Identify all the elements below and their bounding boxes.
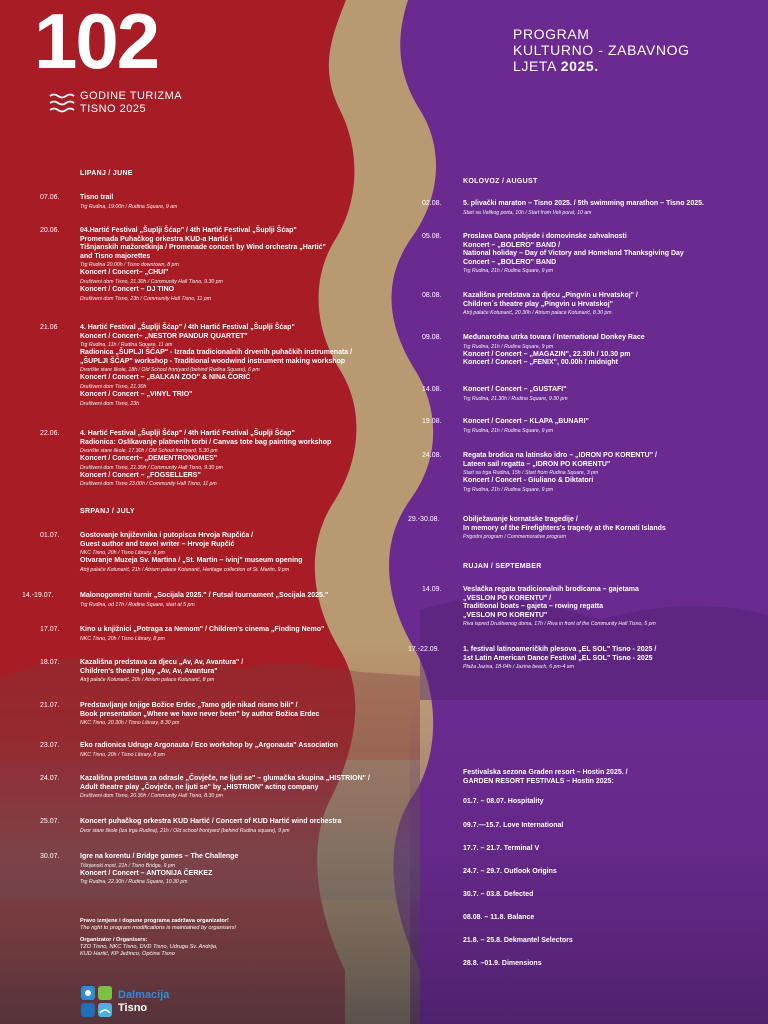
organisers-line1: TZO Tisno, NKC Tisno, DVD Tisno, Udruga Sv. Andrija, bbox=[80, 944, 218, 950]
waves-icon bbox=[48, 92, 78, 114]
garden-festival-item: 24.7. – 29.7. Outlook Origins bbox=[463, 868, 557, 875]
event-venue-line: Trg Rudina, od 17h / Rudina Square, start at 5 pm bbox=[80, 601, 195, 608]
event-date: 14.-19.07. bbox=[22, 592, 54, 599]
event-title-line: Koncert / Concert – DJ TINO bbox=[80, 285, 175, 293]
event-title-line: Koncert puhačkog orkestra KUD Hartić / Concert of KUD Hartić wind orchestra bbox=[80, 818, 342, 825]
event-venue-line: Trg Rudina 20.00h / Tisno downtown, 8 pm bbox=[80, 262, 179, 269]
event-venue-line: Društveni dom Tisno, 21.30h / Community Hall Tisno, 9.30 pm bbox=[80, 278, 223, 285]
event-venue-line: Društveni dom Tisno, 21.30h / Community Hall Tisno, 9.30 pm bbox=[80, 464, 223, 471]
event-date: 14.08. bbox=[422, 386, 442, 393]
event-title-line: „ŠUPLJI ŠĆAP" workshop - Traditional woodwind instrument making workshop bbox=[80, 357, 346, 365]
event-title-line: 1. festival latinoameričkih plesova „EL SOL" Tisno - 2025 / bbox=[463, 646, 657, 653]
event-title-line: Koncert / Concert – ANTONIJA ČERKEZ bbox=[80, 869, 213, 877]
event-title-line: Adult theatre play „Čovječe, ne ljuti se" by „HISTRION" acting company bbox=[80, 783, 319, 791]
event-date: 25.07. bbox=[40, 818, 60, 825]
event-date: 18.07. bbox=[40, 659, 60, 666]
section-august: KOLOVOZ / AUGUST bbox=[463, 178, 538, 185]
event-title-line: Malonogometni turnir „Socijala 2025." / Futsal tournament „Socijala 2025." bbox=[80, 592, 329, 599]
event-date: 14.09. bbox=[422, 586, 442, 593]
event-title-line: Koncert / Concert– „DEMENTRONOMES" bbox=[80, 455, 218, 463]
event-title-line: Kazališna predstava za djecu „Pingvin u Hrvatskoj" / bbox=[463, 292, 638, 299]
event-title-line: 4. Hartić Festival „Šuplji Šćap" / 4th Hartić Festival „Šuplji Šćap" bbox=[80, 324, 295, 331]
event-venue-line: Riva ispred Društvenog doma, 17h / Riva in front of the Community Hall Tisno, 5 pm bbox=[463, 621, 656, 628]
event-title-line: „VESLON PO KORENTU" / bbox=[463, 594, 552, 602]
event-title-line: Predstavljanje knjige Božice Erdec „Tamo gdje nikad nismo bili" / bbox=[80, 702, 298, 709]
section-july: SRPANJ / JULY bbox=[80, 508, 135, 515]
event-title-line: Proslava Dana pobjede i domovinske zahvalnosti bbox=[463, 233, 627, 240]
event-venue-line: Dvor stare škole (iza trga Rudina), 21h / Old school frontyard (behind Rudina square), 9 pm bbox=[80, 827, 290, 834]
event-title-line: National holiday – Day of Victory and Homeland Thanksgiving Day bbox=[463, 250, 684, 258]
garden-festival-item: 17.7. – 21.7. Terminal V bbox=[463, 845, 540, 852]
event-title-line: Koncert / Concert – „FOGSELLERS" bbox=[80, 471, 201, 479]
event-title-line: and Tisno majorettes bbox=[80, 252, 151, 260]
event-title-line: Traditional boats – gajeta – rowing regatta bbox=[463, 603, 604, 611]
event-date: 21.07. bbox=[40, 702, 60, 709]
event-title-line: Koncert / Concert – „MAGAZIN", 22.30h / 10.30 pm bbox=[463, 350, 631, 358]
event-date: 02.08. bbox=[422, 200, 442, 207]
program-title-year: 2025. bbox=[560, 58, 599, 74]
garden-festival-item: 09.7.—15.7. Love International bbox=[463, 822, 564, 829]
event-title-line: „VESLON PO KORENTU" bbox=[463, 611, 548, 619]
event-venue-line: Tišnjanski most, 21h / Tisno Bridge, 9 pm bbox=[80, 862, 176, 869]
event-date: 08.08. bbox=[422, 292, 442, 299]
event-date: 21.06 bbox=[40, 324, 58, 331]
event-venue-line: Start sa trga Rudina, 15h / Start from Rudina Square, 3 pm bbox=[463, 470, 599, 477]
event-title-line: Obilježavanje kornatske tragedije / bbox=[463, 516, 578, 523]
event-title-line: Koncert / Concert – „BALKAN ZOO" & NINA ČORIĆ bbox=[80, 374, 251, 382]
event-date: 24.07. bbox=[40, 775, 60, 782]
program-title-line1: PROGRAM bbox=[513, 26, 590, 42]
section-september: RUJAN / SEPTEMBER bbox=[463, 563, 542, 570]
event-title-line: 1st Latin American Dance Festival „EL SOL" Tisno - 2025 bbox=[463, 654, 653, 662]
tourist-board-logo bbox=[80, 985, 200, 1021]
event-title-line: Kino u knjižnici „Potraga za Nemom" / Children's cinema „Finding Nemo" bbox=[80, 626, 325, 633]
event-venue-line: Trg Rudina, 19:00h / Rudina Square, 9 am bbox=[80, 203, 178, 210]
event-venue-line: Trg Rudina, 21h / Rudina Square, 9 pm bbox=[463, 427, 554, 434]
event-date: 30.07. bbox=[40, 853, 60, 860]
garden-festival-item: 28.8. –01.9. Dimensions bbox=[463, 960, 542, 967]
garden-festival-item: 21.8. – 25.8. Dekmantel Selectors bbox=[463, 937, 573, 944]
event-title-line: Regata brodica na latinsko idro – „IDRON PO KORENTU" / bbox=[463, 452, 657, 459]
event-venue-line: Trg Rudina, 21h / Rudina Square, 9 pm bbox=[463, 343, 554, 350]
event-title-line: Radionica: Oslikavanje platnenih torbi / Canvas tote bag painting workshop bbox=[80, 438, 332, 446]
event-venue-line: Društveni dom Tisno, 23h / Community Hall Tisno, 11 pm bbox=[80, 295, 211, 302]
event-venue-line: NKC Tisno, 20h / Tisno Library, 8 pm bbox=[80, 550, 165, 557]
event-venue-line: Društveni dom Tisno, 23h bbox=[80, 400, 140, 407]
event-title-line: Kazališna predstava za djecu „Av, Av, Avantura" / bbox=[80, 659, 244, 666]
event-title-line: Otvaranje Muzeja Sv. Martina / „St. Martin – ivinj" museum opening bbox=[80, 557, 303, 565]
tz-logo-line1: Dalmacija bbox=[118, 989, 170, 1001]
event-venue-line: Dvorište stare škole, 18h / Old School frontyard (behind Rudina Square), 6 pm bbox=[80, 367, 260, 374]
event-venue-line: Dvorište stare škole, 17.30h / Old School frontyard, 5.30 pm bbox=[80, 448, 218, 455]
garden-title bbox=[463, 769, 628, 786]
event-date: 07.06. bbox=[40, 194, 60, 201]
event-title-line: Eko radionica Udruge Argonauta / Eco workshop by „Argonauta" Association bbox=[80, 742, 338, 749]
tz-logo-line2: Tisno bbox=[118, 1002, 148, 1014]
garden-festival-item: 30.7. – 03.8. Defected bbox=[463, 891, 534, 898]
event-venue-line: Trg Rudina, 21h / Rudina Square, 9 pm bbox=[463, 486, 554, 493]
event-venue-line: NKC Tisno, 20h / Tisno Library, 8 pm bbox=[80, 751, 165, 758]
event-venue-line: Start sa Velikog porta, 10h / Start from Veli porat, 10 am bbox=[463, 209, 592, 216]
event-venue-line: Trg Rudina, 22.30h / Rudina Square, 10.30 pm bbox=[80, 879, 188, 886]
event-date: 05.08. bbox=[422, 233, 442, 240]
event-date: 17.-22.09. bbox=[408, 646, 440, 653]
event-venue-line: Plaža Jazina, 18-04h / Jazina beach, 6 pm-4 am bbox=[463, 664, 575, 671]
event-title-line: Koncert / Concert – „GUSTAFI" bbox=[463, 386, 567, 393]
logo-line1: GODINE TURIZMA bbox=[80, 90, 183, 102]
event-venue-line: Trg Rudina, 11h / Rudina Square, 11 am bbox=[80, 342, 173, 349]
event-title-line: Children´s theatre play „Pingvin u Hrvatskoj" bbox=[463, 300, 613, 308]
section-june: LIPANJ / JUNE bbox=[80, 170, 133, 177]
dalmacija-emblem-icon bbox=[80, 985, 114, 1019]
organisers-label: Organizator / Organisers: bbox=[80, 937, 148, 943]
garden-festival-item: 08.08. – 11.8. Balance bbox=[463, 914, 535, 921]
event-title-line: Tišnjanskih mažoretkinja / Promenade concert by Wind orchestra „Hartić" bbox=[80, 244, 326, 252]
event-title-line: Koncert / Concert – KLAPA „BUNARI" bbox=[463, 418, 589, 425]
event-title-line: Tisno trail bbox=[80, 194, 114, 201]
event-venue-line: Društveni dom Tisno, 21.30h bbox=[80, 383, 147, 390]
event-title-line: 4. Hartić Festival „Šuplji Šćap" / 4th Hartić Festival „Šuplji Šćap" bbox=[80, 430, 295, 437]
garden-festival-item: 01.7. – 08.07. Hospitality bbox=[463, 798, 544, 805]
event-date: 01.07. bbox=[40, 532, 60, 539]
change-note-en: The right to program modifications is maintained by organisers! bbox=[80, 925, 237, 931]
event-venue-line: Atrij palače Kotunarić, 20h / Atrium palace Kotunarić, 8 pm bbox=[80, 677, 215, 684]
event-date: 17.07. bbox=[40, 626, 60, 633]
event-title-line: 5. plivački maraton – Tisno 2025. / 5th swimming marathon – Tisno 2025. bbox=[463, 200, 704, 207]
event-venue-line: Društveni dom Tisno, 20.30h / Community Hall Tisno, 8.30 pm bbox=[80, 793, 223, 800]
event-date: 24.08. bbox=[422, 452, 442, 459]
event-venue-line: NKC Tisno, 20h / Tisno Library, 8 pm bbox=[80, 635, 165, 642]
event-title-line: Book presentation „Where we have never been" by author Božica Erdec bbox=[80, 710, 320, 718]
garden-title-line2: GARDEN RESORT FESTIVALS – Hostin 2025: bbox=[463, 777, 614, 785]
logo-line2: TISNO 2025 bbox=[80, 103, 147, 115]
event-title-line: Concert – „BOLERO" BAND bbox=[463, 258, 557, 266]
event-venue-line: Trg Rudina, 21.30h / Rudina Square, 9.30 pm bbox=[463, 395, 568, 402]
event-date: 19.08. bbox=[422, 418, 442, 425]
event-venue-line: Društveni dom Tisno 23.00h / Community Hall Tisno, 11 pm bbox=[80, 481, 217, 488]
event-venue-line: Prigodni program / Commemorative program bbox=[463, 534, 566, 541]
logo-number: 102 bbox=[34, 0, 159, 85]
event-title-line: Kazališna predstava za odrasle „Čovječe, ne ljuti se" – glumačka skupina „HISTRION" / bbox=[80, 775, 370, 782]
event-title-line: In memory of the Firefighters's tragedy at the Kornati Islands bbox=[463, 524, 666, 532]
event-title-line: Radionica „ŠUPLJI ŠĆAP" - Izrada tradicionalnih drvenih puhačkih instrumenata / bbox=[80, 349, 353, 357]
event-title-line: Children's theatre play „Av, Av, Avantura" bbox=[80, 667, 218, 675]
program-title-line2: KULTURNO - ZABAVNOG bbox=[513, 42, 690, 58]
event-date: 20.06. bbox=[40, 227, 60, 234]
event-title-line: 04.Hartić Festival „Šuplji Šćap" / 4th Hartić Festival „Šuplji Šćap" bbox=[80, 227, 297, 234]
event-venue-line: NKC Tisno, 20.30h / Tisno Library, 8.30 pm bbox=[80, 720, 180, 727]
event-title-line: Koncert / Concert – „FENIX", 00.00h / midnight bbox=[463, 359, 619, 367]
event-venue-line: Trg Rudina, 21h / Rudina Square, 9 pm bbox=[463, 268, 554, 275]
event-title-line: Koncert / Concert – „VINYL TRIO" bbox=[80, 390, 193, 398]
event-title-line: Lateen sail regatta – „IDRON PO KORENTU" bbox=[463, 460, 611, 468]
event-date: 29.-30.08. bbox=[408, 516, 440, 523]
event-title-line: Veslačka regata tradicionalnih brodicama – gajetama bbox=[463, 586, 639, 593]
event-date: 22.06. bbox=[40, 430, 60, 437]
change-note-hr: Pravo izmjene i dopune programa zadržava organizator! bbox=[80, 918, 229, 924]
event-title-line: Gostovanje književnika i putopisca Hrvoja Rupčića / bbox=[80, 532, 254, 539]
event-title-line: Guest author and travel writer – Hrvoje Rupčić bbox=[80, 540, 235, 548]
event-title-line: Promenada Puhačkog orkestra KUD-a Hartić i bbox=[80, 235, 233, 243]
program-title-line3: LJETA bbox=[513, 58, 557, 74]
organizer-notes bbox=[80, 918, 236, 958]
garden-title-line1: Festivalska sezona Graden resort – Hostin 2025. / bbox=[463, 769, 628, 776]
event-title-line: Koncert / Concert - Giuliano & Diktatori bbox=[463, 477, 594, 485]
event-title-line: Međunarodna utrka tovara / International Donkey Race bbox=[463, 334, 645, 341]
event-title-line: Koncert / Concert– „NESTOR PANDUR QUARTET" bbox=[80, 332, 248, 340]
event-title-line: Koncert / Concert– „CHUI" bbox=[80, 269, 169, 277]
event-date: 09.08. bbox=[422, 334, 442, 341]
program-title bbox=[513, 26, 690, 74]
event-venue-line: Atrij palače Kotunarić, 20.30h / Atrium palace Kotunarić, 8.30 pm bbox=[463, 310, 612, 317]
organisers-line2: KUD Hartić, KP Ježinco, Općina Tisno bbox=[80, 951, 175, 957]
event-title-line: Koncert – „BOLERO" BAND / bbox=[463, 241, 561, 249]
event-venue-line: Atrij palače Kotunarić, 21h / Atrium palace Kotunarić, Heritage collection of St. Martin, 9 pm bbox=[80, 566, 290, 573]
event-date: 23.07. bbox=[40, 742, 60, 749]
event-title-line: Igre na korentu / Bridge games – The Challenge bbox=[80, 853, 239, 860]
anniversary-logo bbox=[34, 0, 194, 126]
